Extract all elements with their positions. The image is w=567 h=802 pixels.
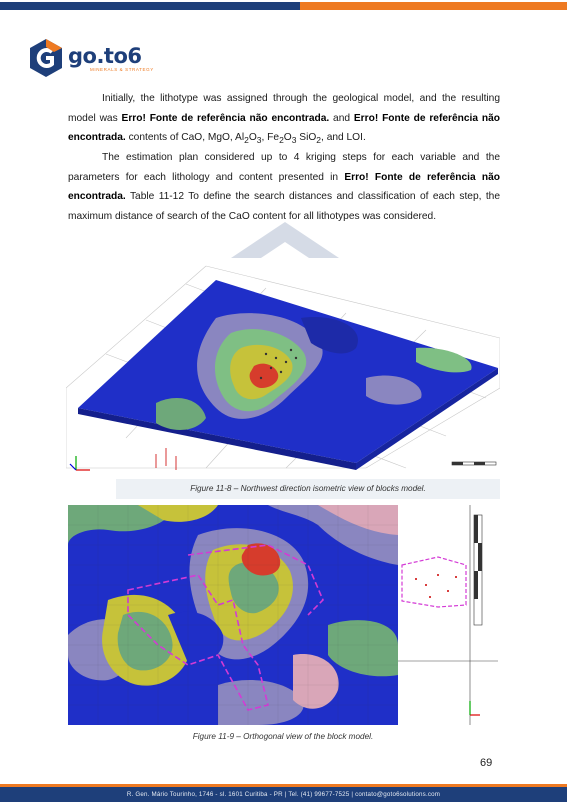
top-bar-orange-segment [300,2,567,10]
figure-isometric-block-model [66,258,500,476]
logo-name: go.to6 [68,43,142,68]
figure-section-inset [398,505,498,725]
logo-hexagon-icon [28,38,64,78]
logo-tagline: MINERALS & STRATEGY [90,66,154,72]
figure-1-caption: Figure 11-8 – Northwest direction isometric view of blocks model. [116,479,500,499]
paragraph-2: The estimation plan considered up to 4 kriging steps for each variable and the parameters for each lithology and content presented in Erro! Fonte de referência não encontrada. Table 11-12 To define the search distances and classification of each step, the maximum distance of search of the CaO content for all lithotypes was considered. [68,152,500,222]
paragraph-1: Initially, the lithotype was assigned through the geological model, and the resulting model was Erro! Fonte de referência não encontrada. and Erro! Fonte de referência não encontrada. contents of CaO, MgO, $Al_2O_3$, $Fe_2O_3$ SiO$_2$, and LOI. [68,93,500,146]
company-logo [28,36,154,80]
error-reference-1: Erro! Fonte de referência não encontrada. [121,112,330,124]
figure-orthogonal-block-model [68,505,398,725]
top-color-bar [0,0,567,10]
page-number: 69 [480,757,493,769]
error-reference-3: Erro! Fonte de referência não encontrada. [68,171,500,203]
figure-2-caption: Figure 11-9 – Orthogonal view of the block model. [192,732,374,741]
error-reference-2: Erro! Fonte de referência não encontrada. [68,112,500,144]
top-bar-blue-segment [0,2,300,10]
footer-address: R. Gen. Mário Tourinho, 1746 - sl. 1601 Curitiba - PR | Tel. (41) 99677-7525 | contato@goto6solutions.com [0,787,567,802]
